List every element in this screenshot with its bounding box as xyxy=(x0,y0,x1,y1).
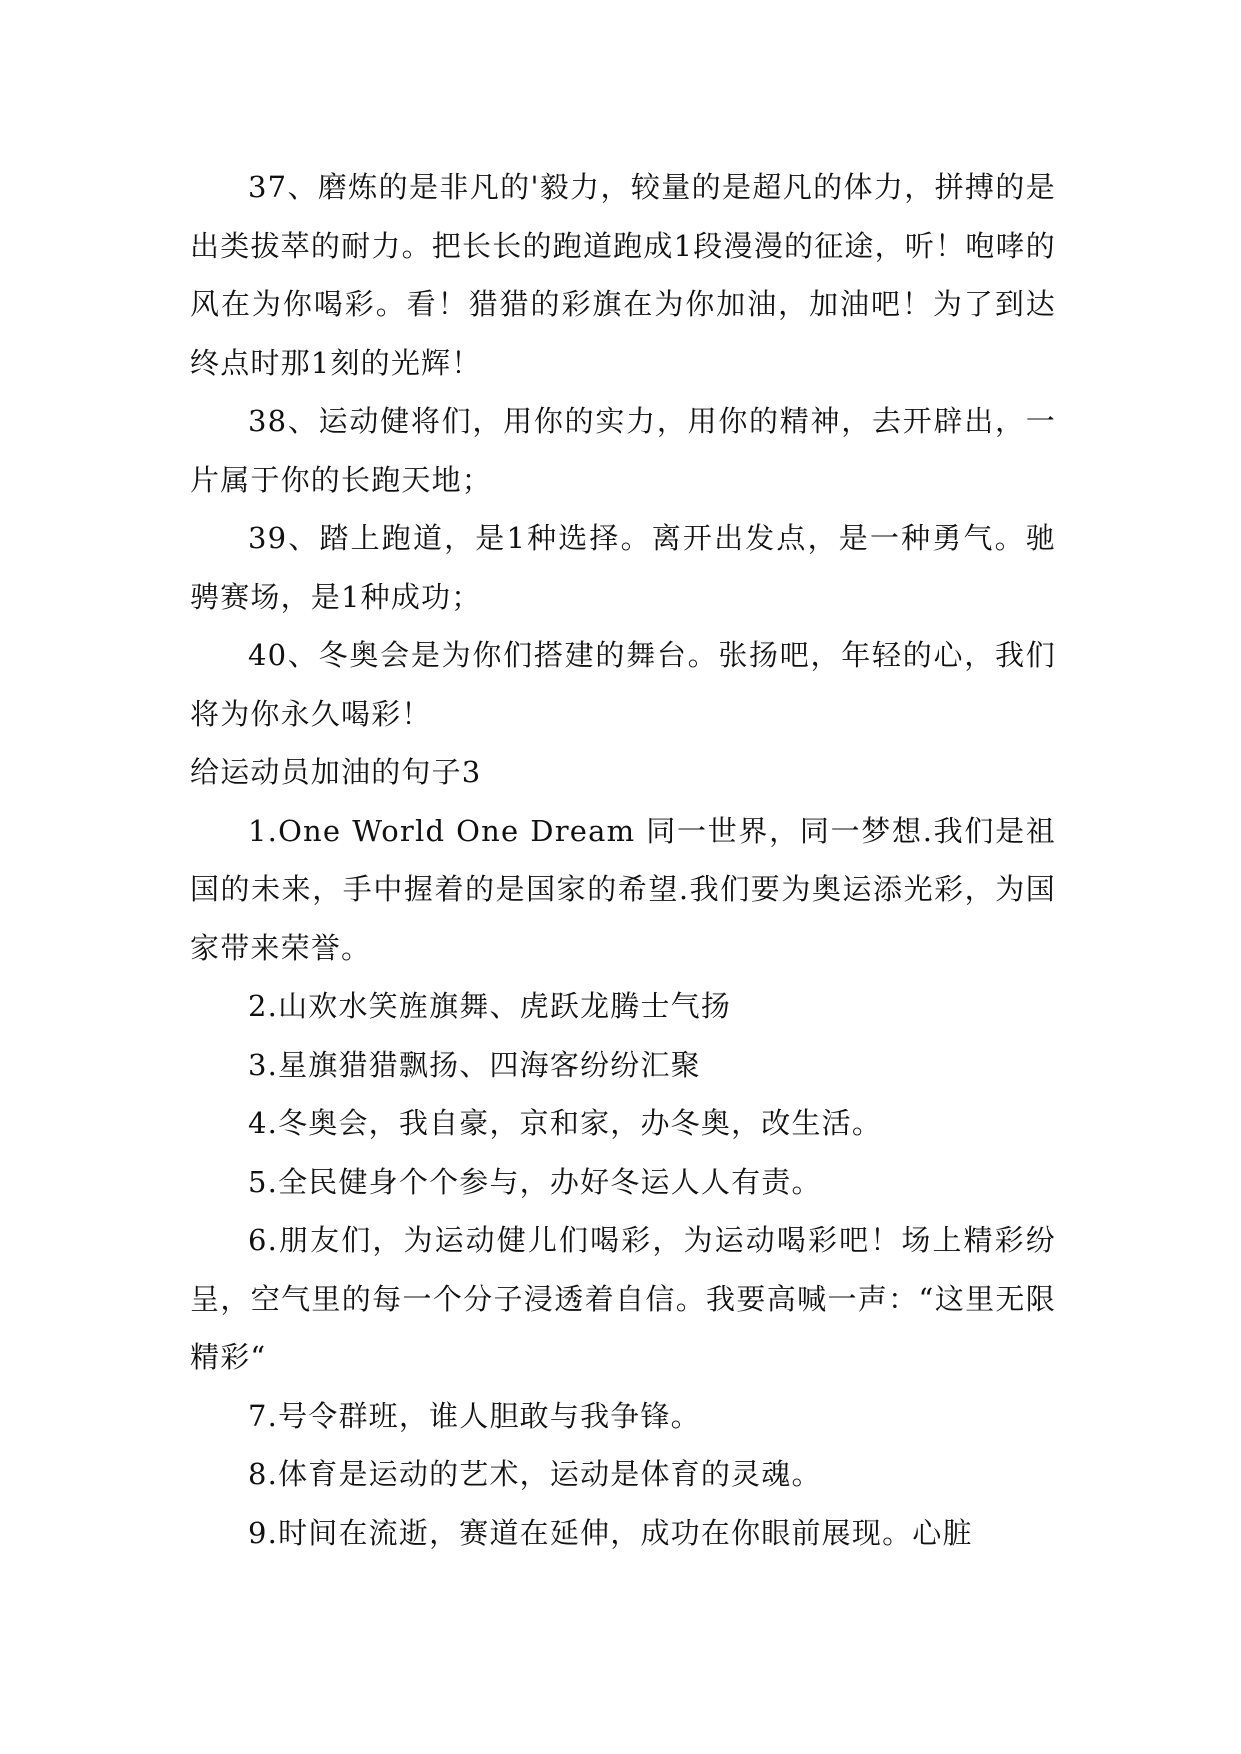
document-body xyxy=(190,158,1056,1562)
list-item-1: 1.One World One Dream 同一世界，同一梦想.我们是祖国的未来，手中握着的是国家的希望.我们要为奥运添光彩，为国家带来荣誉。 xyxy=(190,813,1056,965)
list-item-2: 2.山欢水笑旌旗舞、虎跃龙腾士气扬 xyxy=(248,989,732,1023)
list-item-9: 9.时间在流逝，赛道在延伸，成功在你眼前展现。心脏 xyxy=(248,1515,973,1550)
paragraph-40: 40、冬奥会是为你们搭建的舞台。张扬吧，年轻的心，我们将为你永久喝彩！ xyxy=(190,638,1056,731)
list-item-4: 4.冬奥会，我自豪，京和家，办冬奥，改生活。 xyxy=(248,1106,883,1140)
list-item-6: 6.朋友们，为运动健儿们喝彩，为运动喝彩吧！场上精彩纷呈，空气里的每一个分子浸透着自信。我要高喊一声：“这里无限精彩“ xyxy=(190,1223,1056,1374)
paragraph-37: 37、磨炼的是非凡的'毅力，较量的是超凡的体力，拼搏的是出类拔萃的耐力。把长长的跑道跑成1段漫漫的征途，听！咆哮的风在为你喝彩。看！猎猎的彩旗在为你加油，加油吧！为了到达终点时那1刻的光辉！ xyxy=(190,170,1056,380)
paragraph-39: 39、踏上跑道，是1种选择。离开出发点，是一种勇气。驰骋赛场，是1种成功； xyxy=(190,521,1056,614)
list-item-8: 8.体育是运动的艺术，运动是体育的灵魂。 xyxy=(248,1457,822,1491)
section-heading: 给运动员加油的句子3 xyxy=(190,755,482,789)
list-item-3: 3.星旗猎猎飘扬、四海客纷纷汇聚 xyxy=(248,1047,701,1082)
list-item-7: 7.号令群班，谁人胆敢与我争锋。 xyxy=(248,1398,701,1433)
list-item-5: 5.全民健身个个参与，办好冬运人人有责。 xyxy=(248,1164,822,1199)
paragraph-38: 38、运动健将们，用你的实力，用你的精神，去开辟出，一片属于你的长跑天地； xyxy=(190,404,1056,497)
